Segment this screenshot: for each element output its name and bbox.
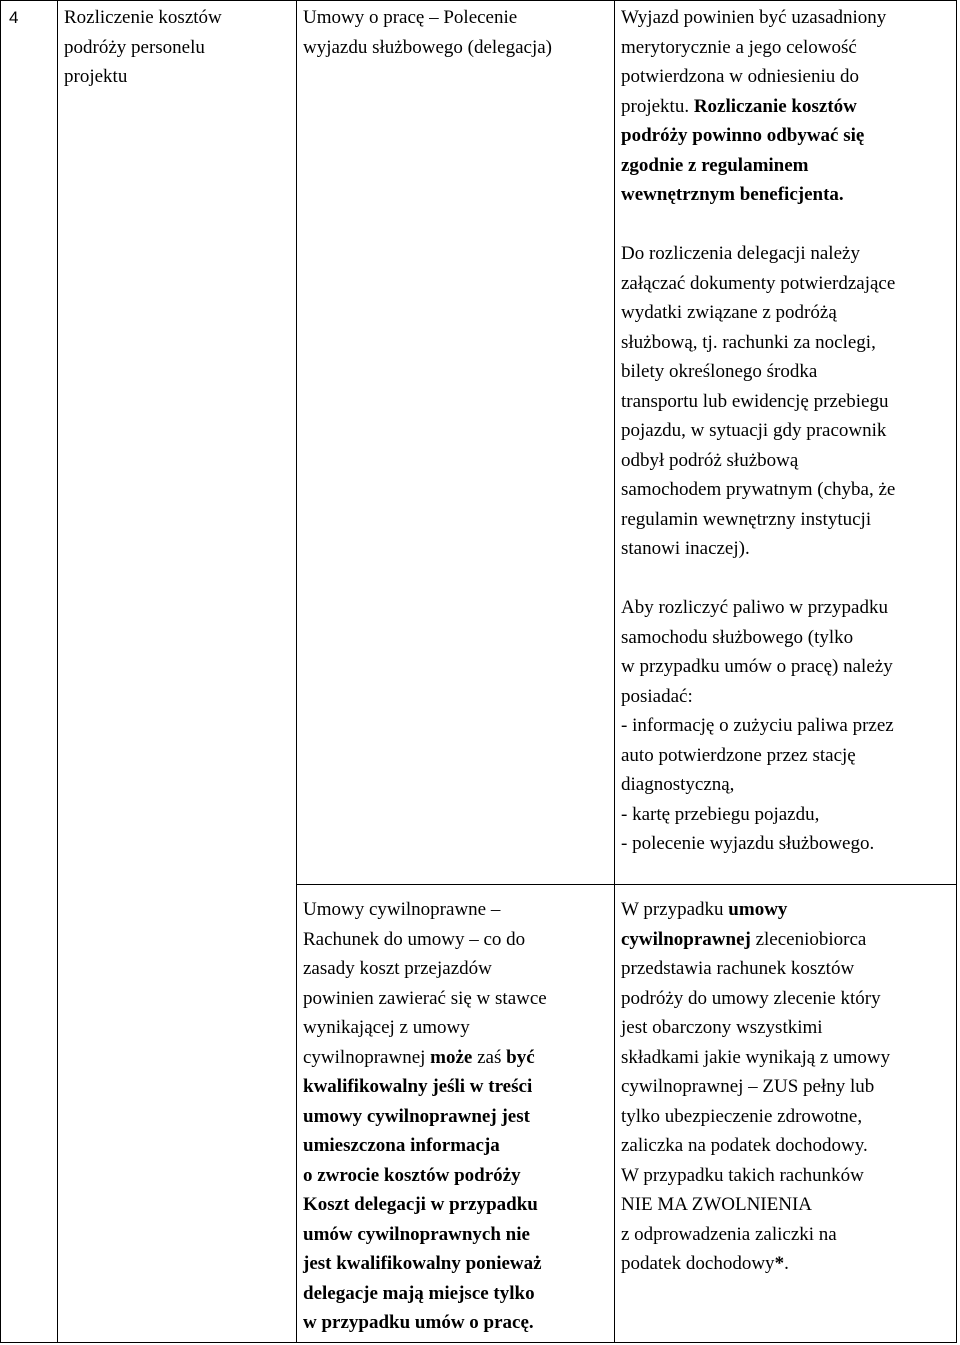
row-number-cell bbox=[1, 1, 58, 1343]
contract-type-cell-civil bbox=[297, 885, 615, 1343]
contract-type-work: Umowy o pracę – Polecenie wyjazdu służbowego (delegacja) bbox=[303, 7, 553, 58]
category-cell bbox=[58, 1, 297, 1343]
row-number: 4 bbox=[9, 8, 19, 27]
justification-paragraph: Wyjazd powinien być uzasadniony merytorycznie a jego celowość potwierdzona w odniesieniu do projektu. Rozliczanie kosztów podróży powinno odbywać się zgodnie z regulaminem wewnętrznym beneficjenta. bbox=[621, 7, 887, 205]
description-civil: W przypadku umowy cywilnoprawnej zleceniobiorca przedstawia rachunek kosztów podróży do umowy zlecenie który jest obarczony wszystkimi składkami jakie wynikają z umowy cywilnoprawnej – ZUS pełny lub tylko ubezpieczenie zdrowotne, zaliczka na podatek dochodowy. W przypadku takich rachunków NIE MA ZWOLNIENIA z odprowadzenia zaliczki na podatek dochodowy*. bbox=[621, 899, 891, 1274]
fuel-paragraph: Aby rozliczyć paliwo w przypadku samochodu służbowego (tylko w przypadku umów o pracę) należy posiadać: - informację o zużyciu paliwa przez auto potwierdzone przez stację diagnostyczną, - kartę przebiegu pojazdu, - polecenie wyjazdu służbowego. bbox=[621, 597, 894, 854]
category-label: Rozliczenie kosztów podróży personelu projektu bbox=[64, 7, 222, 87]
contract-type-cell-work bbox=[297, 1, 615, 885]
description-work bbox=[615, 1, 956, 859]
table-row bbox=[1, 1, 957, 885]
contract-type-civil: Umowy cywilnoprawne – Rachunek do umowy – co do zasady koszt przejazdów powinien zawierać się w stawce wynikającej z umowy cywilnoprawnej może zaś być kwalifikowalny jeśli w treści umowy cywilnoprawnej jest umieszczona informacja o zwrocie kosztów podróży Koszt delegacji w przypadku umów cywilnoprawnych nie jest kwalifikowalny ponieważ delegacje mają miejsce tylko w przypadku umów o pracę. bbox=[303, 899, 547, 1333]
description-cell-work bbox=[615, 1, 957, 885]
description-cell-civil bbox=[615, 885, 957, 1343]
documents-paragraph: Do rozliczenia delegacji należy załączać dokumenty potwierdzające wydatki związane z podróżą służbową, tj. rachunki za noclegi, bilety określonego środka transportu lub ewidencję przebiegu pojazdu, w sytuacji gdy pracownik odbył podróż służbową samochodem prywatnym (chyba, że regulamin wewnętrzny instytucji stanowi inaczej). bbox=[621, 243, 896, 559]
